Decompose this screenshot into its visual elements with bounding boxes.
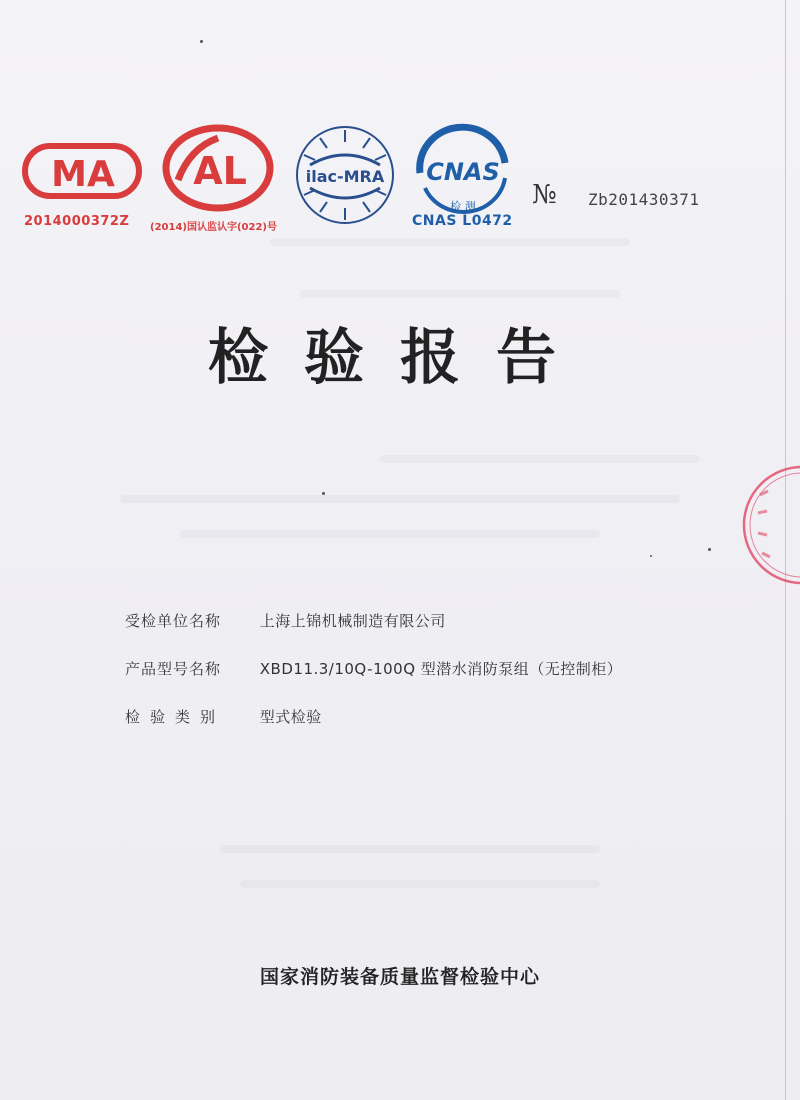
ilac-logo-text: ilac-MRA [305, 167, 385, 186]
cma-logo-text: MA [51, 154, 115, 195]
show-through-line [120, 495, 680, 503]
inspected-unit-label: 受检单位名称 [125, 612, 222, 630]
scan-speck [322, 492, 325, 495]
show-through-line [180, 530, 600, 538]
scan-speck [650, 555, 652, 557]
inspection-type-row [125, 706, 322, 727]
cnas-logo-text: CNAS [426, 158, 500, 186]
show-through-line [220, 845, 600, 853]
inspected-unit-row [125, 610, 446, 631]
product-model-row [125, 658, 622, 679]
cnas-sub-text: 检 测 [450, 200, 476, 213]
show-through-line [300, 290, 620, 298]
red-seal-stamp [740, 455, 800, 595]
cal-certificate-code: (2014)国认监认字(022)号 [150, 222, 277, 233]
cal-logo [160, 118, 275, 218]
cal-logo-text: AL [193, 149, 247, 193]
show-through-line [270, 238, 630, 246]
product-model-value: XBD11.3/10Q-100Q 型潜水消防泵组（无控制柜） [259, 660, 623, 678]
report-number: Zb201430371 [588, 190, 700, 209]
inspection-type-value: 型式检验 [259, 708, 322, 726]
ilac-mra-logo [290, 120, 400, 230]
number-symbol: № [532, 180, 557, 210]
inspection-type-label: 检验类别 [125, 708, 226, 726]
product-model-label: 产品型号名称 [125, 660, 222, 678]
show-through-line [380, 455, 700, 463]
report-title: 检验报告 [208, 323, 592, 393]
cma-logo [22, 140, 142, 202]
issuing-organization: 国家消防装备质量监督检验中心 [259, 966, 540, 988]
cma-certificate-code: 2014000372Z [24, 214, 130, 229]
show-through-line [240, 880, 600, 888]
scan-speck [708, 548, 711, 551]
cnas-certificate-code: CNAS L0472 [412, 213, 513, 229]
scan-speck [200, 40, 203, 43]
inspected-unit-value: 上海上锦机械制造有限公司 [259, 612, 446, 630]
